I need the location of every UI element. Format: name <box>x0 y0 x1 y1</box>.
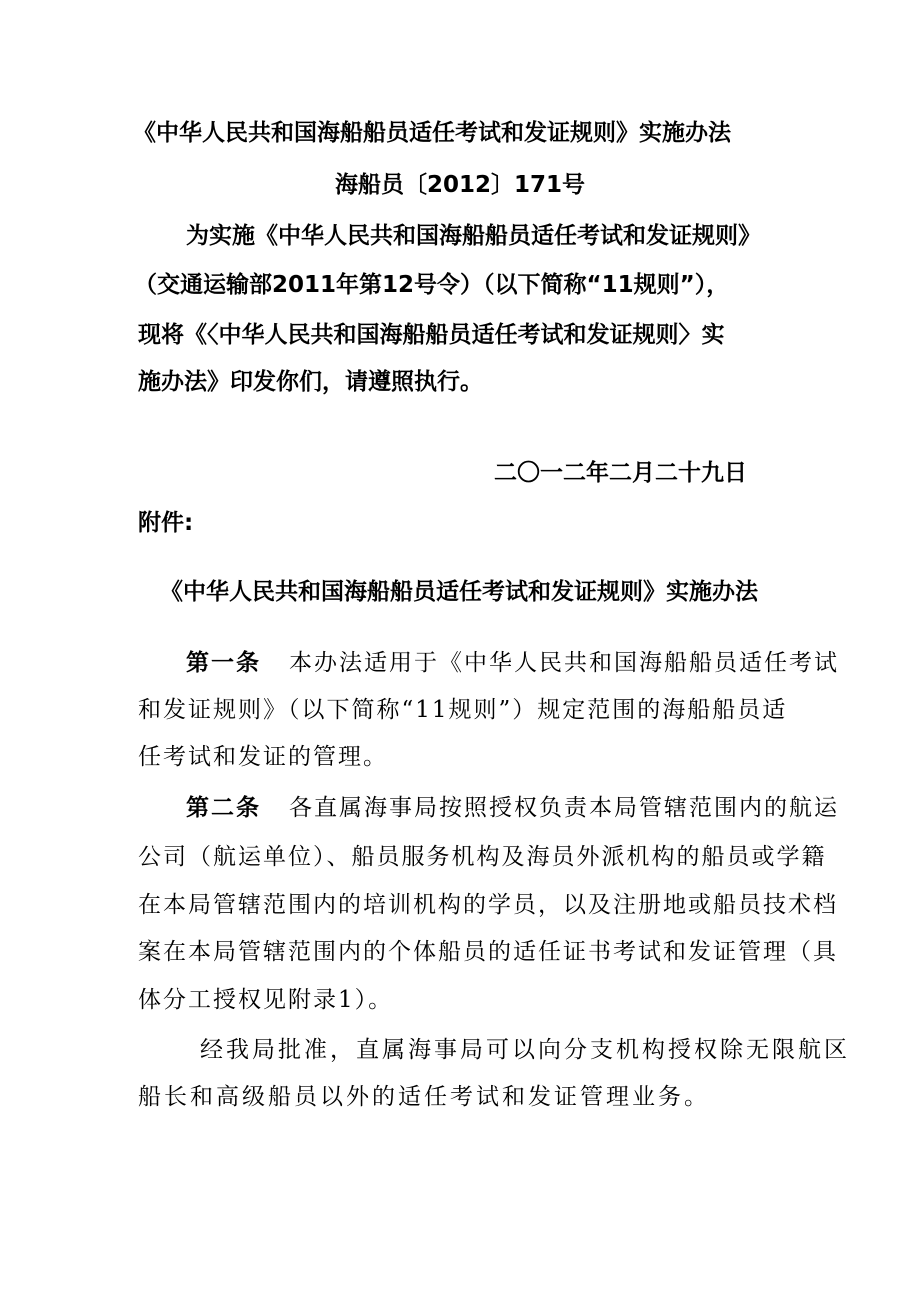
article-2-line: 公司（航运单位）、船员服务机构及海员外派机构的船员或学籍 <box>138 844 827 870</box>
notice-line: 现将《〈中华人民共和国海船船员适任考试和发证规则〉实 <box>138 322 725 348</box>
issue-date: 二〇一二年二月二十九日 <box>494 460 747 486</box>
article-1-text: 本办法适用于《中华人民共和国海船船员适任考试 <box>289 650 839 676</box>
notice-line: 为实施《中华人民共和国海船船员适任考试和发证规则》 <box>186 223 761 249</box>
article-1-line <box>186 648 839 678</box>
article-2-text: 各直属海事局按照授权负责本局管辖范围内的航运 <box>289 795 839 821</box>
article-2-line <box>186 793 839 823</box>
article-2-line: 在本局管辖范围内的培训机构的学员，以及注册地或船员技术档 <box>138 892 838 918</box>
article-1-line: 和发证规则》（以下简称“11规则”）规定范围的海船船员适 <box>138 697 788 723</box>
attachment-label: 附件: <box>138 510 194 536</box>
article-2-paragraph-2-line: 船长和高级船员以外的适任考试和发证管理业务。 <box>138 1084 710 1110</box>
article-2-line: 案在本局管辖范围内的个体船员的适任证书考试和发证管理（具 <box>138 939 838 965</box>
article-2-paragraph-2-line: 经我局批准，直属海事局可以向分支机构授权除无限航区 <box>200 1037 850 1063</box>
notice-line: （交通运输部2011年第12号令）（以下简称“11规则”）， <box>134 272 730 298</box>
notice-line: 施办法》印发你们，请遵照执行。 <box>138 369 483 395</box>
attachment-title: 《中华人民共和国海船船员适任考试和发证规则》实施办法 <box>160 579 758 605</box>
document-number: 海船员〔2012〕171号 <box>335 172 586 198</box>
article-2-label: 第二条 <box>186 795 261 821</box>
article-1-label: 第一条 <box>186 650 261 676</box>
article-1-line: 任考试和发证的管理。 <box>138 744 388 770</box>
article-2-line: 体分工授权见附录1）。 <box>138 987 394 1013</box>
document-title: 《中华人民共和国海船船员适任考试和发证规则》实施办法 <box>133 120 731 146</box>
